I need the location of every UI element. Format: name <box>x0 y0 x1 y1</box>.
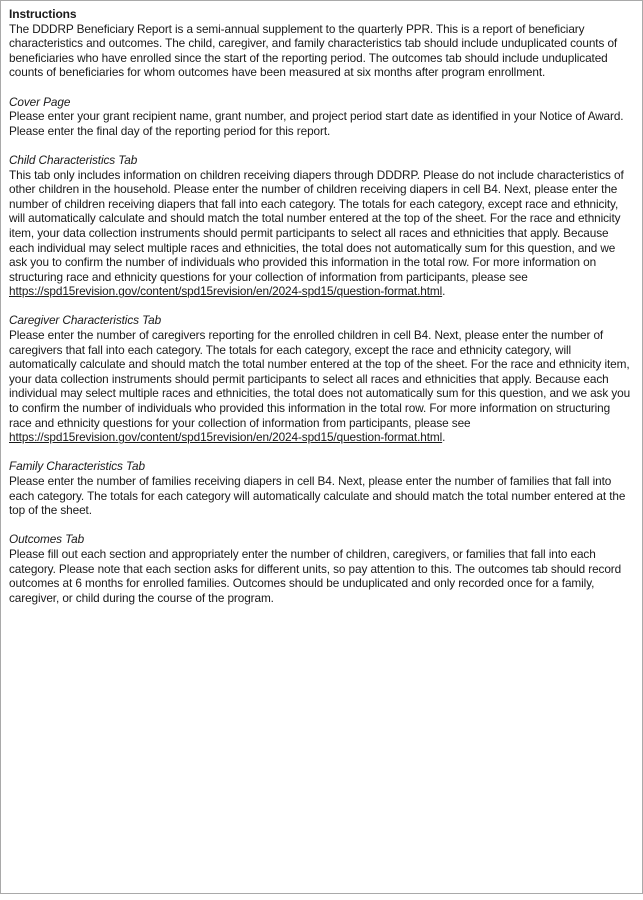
section-body-family-characteristics: Please enter the number of families receiving diapers in cell B4. Next, please enter the number of families that fall into each category. The totals for each category will automatically calculate and should match the total number entered at the top of the sheet. <box>9 474 626 518</box>
spd15-question-format-link[interactable]: https://spd15revision.gov/content/spd15revision/en/2024-spd15/question-format.html <box>9 430 443 445</box>
section-cover-page <box>9 95 634 139</box>
section-heading-outcomes: Outcomes Tab <box>9 532 85 547</box>
section-body-cover-page: Please enter your grant recipient name, grant number, and project period start date as identified in your Notice of Award. Please enter the final day of the reporting period for this report. <box>9 109 624 138</box>
section-body-text: . <box>442 430 446 445</box>
section-outcomes <box>9 532 634 605</box>
section-body-caregiver-characteristics <box>9 328 634 445</box>
section-heading-caregiver-characteristics: Caregiver Characteristics Tab <box>9 313 162 328</box>
section-family-characteristics <box>9 459 634 517</box>
intro-paragraph: The DDDRP Beneficiary Report is a semi-annual supplement to the quarterly PPR. This is a report of beneficiary characteristics and outcomes. The child, caregiver, and family characteristics tab should include unduplicated counts of beneficiaries who have enrolled since the start of the reporting period. The outcomes tab should include unduplicated counts of beneficiaries for whom outcomes have been measured at six months after program enrollment. <box>9 21 618 80</box>
spd15-question-format-link[interactable]: https://spd15revision.gov/content/spd15revision/en/2024-spd15/question-format.html <box>9 284 443 299</box>
page-title: Instructions <box>9 7 77 21</box>
section-body-child-characteristics <box>9 168 634 299</box>
section-body-outcomes: Please fill out each section and appropriately enter the number of children, caregivers, or families that fall into each category. Please note that each section asks for different units, so pay attention to this. The outcomes tab should record outcomes at 6 months for enrolled families. Outcomes should be unduplicated and only recorded once for a family, caregiver, or child during the course of the program. <box>9 546 622 605</box>
section-child-characteristics <box>9 153 634 299</box>
instructions-text-block <box>1 1 642 605</box>
section-heading-family-characteristics: Family Characteristics Tab <box>9 459 145 474</box>
section-body-text: . <box>442 284 446 299</box>
section-heading-child-characteristics: Child Characteristics Tab <box>9 152 138 167</box>
section-heading-cover-page: Cover Page <box>9 94 71 109</box>
section-body-text: Please enter the number of caregivers reporting for the enrolled children in cell B4. Next, please enter the number of caregivers that fall into each category. The totals for each category, except the race and ethnicity category, will automatically calculate and should match the total number entered at the top of the sheet. For the race and ethnicity item, your data collection instruments should permit participants to select all races and ethnicities that apply. Because each individual may select multiple races and ethnicities, the total does not automatically sum for this question, and we ask you to confirm the number of individuals who provided this information in the total row. For more information on structuring race and ethnicity questions for your collection of information from participants, please see <box>9 328 631 430</box>
section-body-text: This tab only includes information on children receiving diapers through DDDRP. Please do not include characteristics of other children in the household. Please enter the number of children receiving diapers in cell B4. Next, please enter the number of children receiving diapers that fall into each category. The totals for each category, except race and ethnicity, will automatically calculate and should match the total number entered at the top of the sheet. For the race and ethnicity item, your data collection instruments should permit participants to select all races and ethnicities that apply. Because each individual may select multiple races and ethnicities, the total does not automatically sum for this question, and we ask you to confirm the number of individuals who provided this information in the total row. For more information on structuring race and ethnicity questions for your collection of information from participants, please see <box>9 167 624 284</box>
section-caregiver-characteristics <box>9 313 634 444</box>
